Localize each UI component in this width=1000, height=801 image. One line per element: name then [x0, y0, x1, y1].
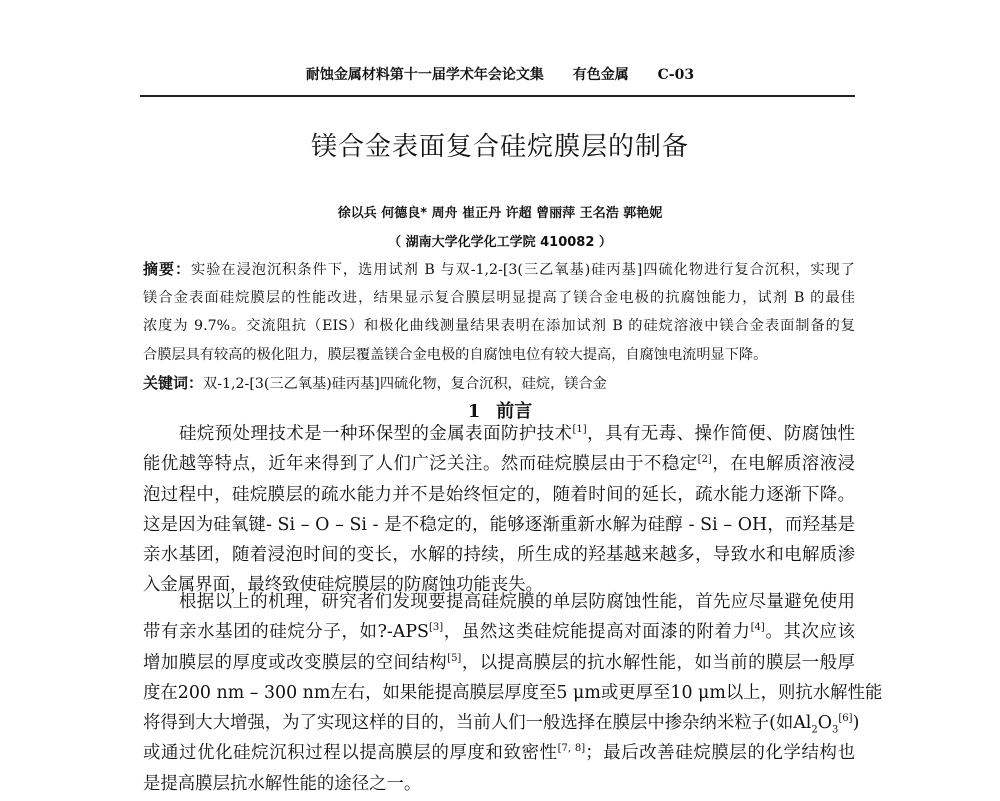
text-line: [143, 257, 855, 286]
subscript: 2: [811, 724, 818, 736]
text-run: 将得到大大增强，为了实现这样的目的，当前人们一般选择在膜层中掺杂纳米粒子(如Al: [143, 713, 812, 734]
section-heading: [0, 397, 1000, 423]
keywords-label: 关键词：: [143, 374, 204, 392]
section-name: 有色金属: [572, 67, 629, 83]
text-run: 带有亲水基团的硅烷分子，如?-APS: [143, 622, 429, 643]
keywords-text: 双-1,2-[3(三乙氧基)硅丙基]四硫化物，复合沉积，硅烷，镁合金: [203, 376, 607, 392]
citation: [5]: [447, 652, 462, 664]
text-run: 亲水基团，随着浸泡时间的变长，水解的持续，所生成的羟基越来越多，导致水和电解质渗: [143, 545, 855, 566]
section-title: 前言: [496, 401, 533, 422]
text-run: 入金属界面，最终致使硅烷膜层的防腐蚀功能丧失。: [143, 575, 543, 596]
text-line: [143, 343, 855, 372]
text-line: [143, 710, 860, 740]
text-run: ，虽然这类硅烷能提高对面漆的附着力: [443, 622, 751, 643]
abstract-label: 摘要：: [143, 260, 192, 278]
text-line: [143, 482, 855, 512]
text-run: 实验在浸泡沉积条件下，选用试剂 B 与双-1,2-[3(三乙氧基)硅丙基]四硫化物进行复合沉积，实现了: [191, 262, 855, 278]
text-run: O: [817, 713, 833, 734]
citation: [3]: [428, 622, 444, 634]
text-run: 这是因为硅氧键- Si – O – Si - 是不稳定的，能够逐渐重新水解为硅醇 - Si – OH，而羟基是: [143, 514, 855, 535]
text-run: 。其次应该: [764, 622, 855, 643]
text-line: [143, 589, 855, 619]
text-run: 硅烷预处理技术是一种环保型的金属表面防护技术: [179, 424, 573, 444]
citation: [2]: [697, 454, 712, 466]
text-line: [143, 286, 855, 315]
text-run: 镁合金表面硅烷膜层的性能改进，结果显示复合膜层明显提高了镁合金电极的抗腐蚀能力，试剂 B 的最佳: [143, 289, 855, 306]
paragraph-2: [143, 589, 883, 801]
text-run: 能优越等特点，近年来得到了人们广泛关注。然而硅烷膜层由于不稳定: [143, 454, 698, 475]
text-line: [143, 421, 855, 451]
text-line: [143, 542, 855, 572]
keywords: [143, 371, 855, 400]
subscript: 3: [832, 724, 839, 736]
text-line: [143, 740, 855, 770]
header-rule: [140, 95, 855, 97]
citation: [4]: [750, 622, 765, 634]
citation: [1]: [572, 424, 587, 435]
text-run: 浓度为 9.7%。交流阻抗（EIS）和极化曲线测量结果表明在添加试剂 B 的硅烷溶液中镁合金表面制备的复: [143, 318, 855, 334]
text-line: [143, 650, 855, 680]
text-line: [143, 314, 855, 343]
text-run: 泡过程中，硅烷膜层的疏水能力并不是始终恒定的，随着时间的延长，疏水能力逐渐下降。: [143, 484, 855, 505]
citation: [6]: [838, 713, 853, 725]
text-line: [143, 771, 855, 801]
text-run: ): [852, 713, 860, 734]
text-run: ，在电解质溶液浸: [711, 454, 855, 475]
paper-title: 镁合金表面复合硅烷膜层的制备: [310, 132, 689, 162]
text-line: [143, 512, 855, 542]
citation: [7, 8]: [557, 743, 586, 755]
text-run: 根据以上的机理，研究者们发现要提高硅烷膜的单层防腐蚀性能，首先应尽量避免使用: [179, 592, 855, 612]
authors: 徐以兵 何德良* 周舟 崔正丹 许超 曾丽萍 王名浩 郭艳妮: [337, 206, 663, 221]
text-run: 是提高膜层抗水解性能的途径之一。: [143, 773, 422, 794]
section-number: 1: [467, 401, 481, 422]
affiliation: （ 湖南大学化学化工学院 410082 ）: [388, 235, 612, 250]
text-run: ；最后改善硅烷膜层的化学结构也: [585, 743, 855, 764]
text-run: ，具有无毒、操作简便、防腐蚀性: [586, 424, 855, 444]
text-line: [143, 451, 855, 481]
proceedings-title: 耐蚀金属材料第十一届学术年会论文集: [305, 67, 544, 83]
paper-code: C-03: [657, 67, 695, 83]
text-line: [143, 619, 855, 649]
paragraph-1: [143, 421, 855, 603]
text-run: ，以提高膜层的抗水解性能，如当前的膜层一般厚: [461, 652, 855, 673]
text-run: 合膜层具有较高的极化阻力，膜层覆盖镁合金电极的自腐蚀电位有较大提高，自腐蚀电流明显下降。: [143, 346, 768, 363]
abstract: [143, 257, 855, 400]
text-run: 增加膜层的厚度或改变膜层的空间结构: [143, 652, 448, 673]
text-line: [143, 680, 883, 710]
text-run: 或通过优化硅烷沉积过程以提高膜层的厚度和致密性: [143, 743, 558, 764]
text-run: 度在200 nm – 300 nm左右，如果能提高膜层厚度至5 μm或更厚至10 μm以上，则抗水解性能: [143, 682, 883, 703]
running-header: [0, 64, 1000, 84]
